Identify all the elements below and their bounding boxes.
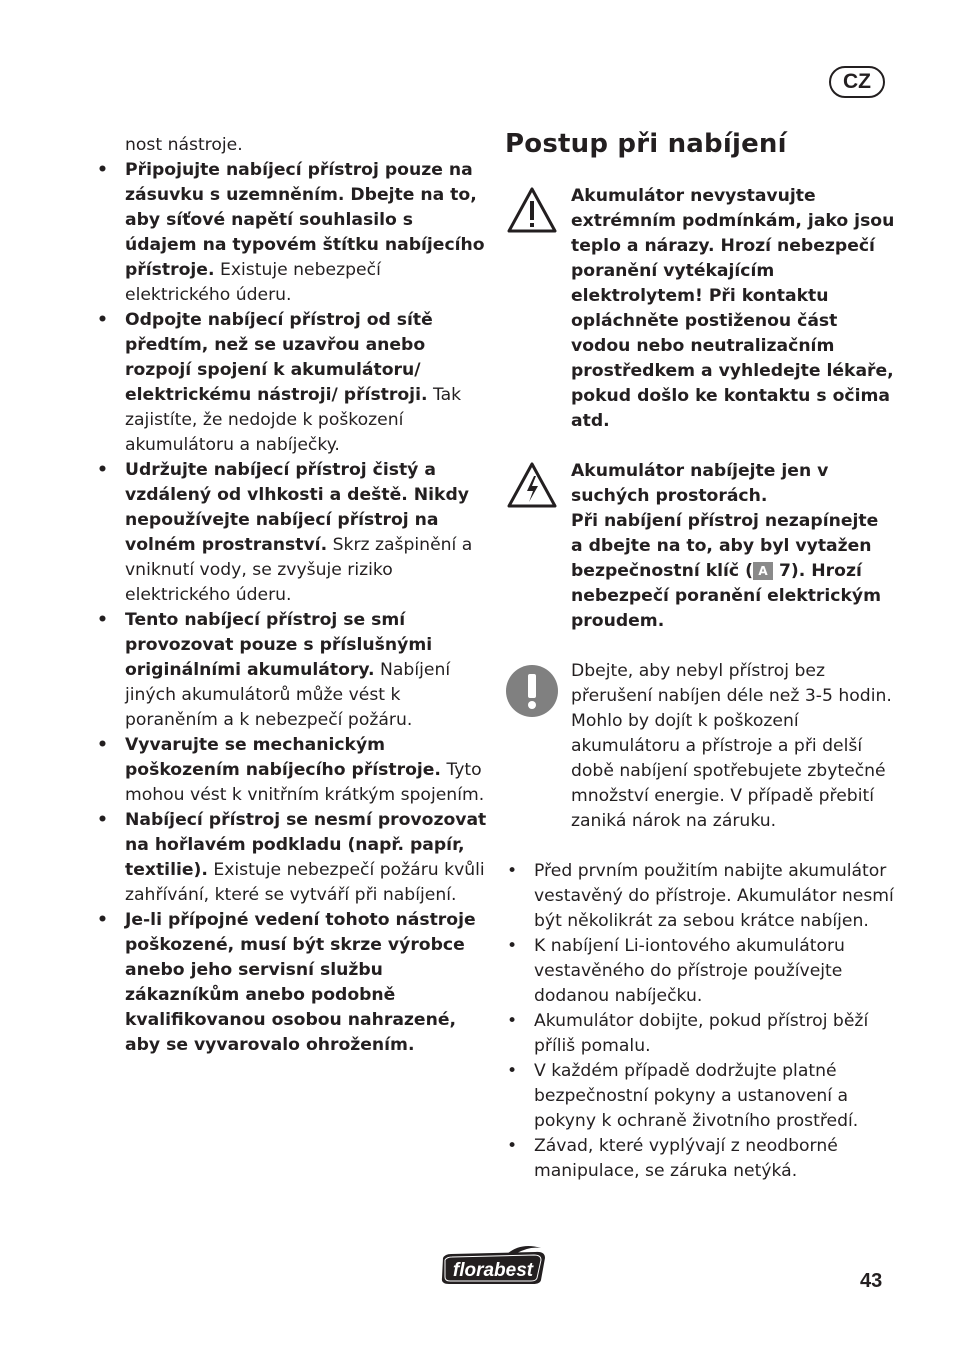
warning-line-2: Při nabíjení přístroj nezapínejte a dbejte na to, aby byl vytažen bezpečnostní klíč ( A 7). Hrozí nebezpečí poranění elektrickým proudem. xyxy=(571,511,882,631)
list-item-text: K nabíjení Li-iontového akumulátoru vestavěného do přístroje používejte dodanou nabíječku. xyxy=(534,936,845,1006)
bullet-text: Existuje nebezpečí elektrického úderu. xyxy=(125,260,381,305)
safety-bullet xyxy=(96,908,490,1058)
list-item xyxy=(505,1009,895,1059)
warning-triangle-icon xyxy=(505,184,559,238)
warning-line-2-text: Při nabíjení přístroj nezapínejte a dbejte na to, aby byl vytažen bezpečnostní klíč xyxy=(571,511,879,581)
list-item-text: V každém případě dodržujte platné bezpečnostní pokyny a ustanovení a pokyny k ochraně životního prostředí. xyxy=(534,1061,859,1131)
language-badge: CZ xyxy=(829,66,885,98)
list-item xyxy=(505,859,895,934)
bullet-text: Skrz zašpinění a vniknutí vody, se zvyšuje riziko elektrického úderu. xyxy=(125,535,473,605)
bullet-dot: • xyxy=(507,936,518,956)
bullet-text: Tyto mohou vést k vnitřním krátkým spojením. xyxy=(125,760,485,805)
bullet-dot: • xyxy=(97,910,108,930)
list-item xyxy=(505,1059,895,1134)
bullet-dot: • xyxy=(97,160,108,180)
list-item-text: Akumulátor dobijte, pokud přístroj běží příliš pomalu. xyxy=(534,1011,869,1056)
page-number: 43 xyxy=(860,1270,883,1292)
figure-ref-symbol: A xyxy=(753,562,773,580)
list-item-text: Závad, které vyplývají z neodborné manipulace, se záruka netýká. xyxy=(534,1136,838,1181)
warning-text xyxy=(571,459,895,634)
safety-bullet xyxy=(96,458,490,608)
section-heading: Postup při nabíjení xyxy=(505,129,787,159)
safety-bullet xyxy=(96,608,490,733)
warning-block-electric xyxy=(505,459,895,634)
list-item-text: Před prvním použitím nabijte akumulátor vestavěný do přístroje. Akumulátor nesmí být několikrát za sebou krátce nabíjen. xyxy=(534,861,894,931)
bullet-bold-text: Tento nabíjecí přístroj se smí provozovat pouze s příslušnými originálními akumulátory. xyxy=(125,610,433,680)
left-column xyxy=(96,133,490,1058)
logo-text: florabest xyxy=(452,1260,534,1281)
electric-hazard-icon xyxy=(505,459,559,513)
safety-bullet xyxy=(96,733,490,808)
list-item xyxy=(505,934,895,1009)
bullet-bold-text: Nabíjecí přístroj se nesmí provozovat na hořlavém podkladu (např. papír, textilie). xyxy=(125,810,487,880)
bullet-dot: • xyxy=(507,861,518,881)
warning-block-heat xyxy=(505,184,895,434)
bullet-dot: • xyxy=(97,310,108,330)
safety-bullet xyxy=(96,808,490,908)
bullet-bold-text: Udržujte nabíjecí přístroj čistý a vzdálený od vlhkosti a deště. Nikdy nepoužívejte nabíjecí přístroj na volném prostranství. xyxy=(125,460,469,555)
bullet-bold-text: Odpojte nabíjecí přístroj od sítě předtím, než se uzavřou anebo rozpojí spojení k akumulátoru/ elektrickému nástroji/ přístroji. xyxy=(125,310,433,405)
bullet-bold-text: Vyvarujte se mechanickým poškozením nabíjecího přístroje. xyxy=(125,735,441,780)
note-block xyxy=(505,659,895,834)
bullet-dot: • xyxy=(97,460,108,480)
bullet-dot: • xyxy=(507,1136,518,1156)
warning-line-1: Akumulátor nabíjejte jen v suchých prostorách. xyxy=(571,461,829,506)
list-item xyxy=(505,1134,895,1184)
safety-bullet xyxy=(96,308,490,458)
bullet-text: Existuje nebezpečí požáru kvůli zahřívání, které se vytváří při nabíjení. xyxy=(125,860,485,905)
bullet-bold-text: Je-li přípojné vedení tohoto nástroje poškozené, musí být skrze výrobce anebo jeho servisní službu zákazníkům anebo podobně kvalifikovanou osobou nahrazené, aby se vyvarovalo ohrožením. xyxy=(125,910,476,1055)
bullet-text: Nabíjení jiných akumulátorů může vést k poraněním a k nebezpečí požáru. xyxy=(125,660,451,730)
charging-bullets xyxy=(505,859,895,1184)
bullet-bold-text: Připojujte nabíjecí přístroj pouze na zásuvku s uzemněním. Dbejte na to, aby síťové napětí souhlasilo s údajem na typovém štítku nabíjecího přístroje. xyxy=(125,160,485,280)
warning-ref-tail: 7). Hrozí nebezpečí poranění elektrickým proudem. xyxy=(571,561,882,631)
bullet-dot: • xyxy=(97,610,108,630)
bullet-text: Tak zajistíte, že nedojde k poškození akumulátoru a nabíječky. xyxy=(125,385,462,455)
bullet-dot: • xyxy=(507,1011,518,1031)
exclamation-circle-icon xyxy=(505,664,559,718)
note-text: Dbejte, aby nebyl přístroj bez přerušení nabíjen déle než 3-5 hodin. Mohlo by dojít k poškození akumulátoru a přístroje a při delší době nabíjení spotřebujete zbytečné množství energie. V případě přebití zaniká nárok na záruku. xyxy=(571,661,892,831)
intro-tail: nost nástroje. xyxy=(125,135,243,155)
safety-bullet xyxy=(96,158,490,308)
bullet-dot: • xyxy=(507,1061,518,1081)
right-column xyxy=(505,126,895,162)
florabest-logo xyxy=(437,1244,551,1289)
bullet-dot: • xyxy=(97,735,108,755)
bullet-dot: • xyxy=(97,810,108,830)
warning-text: Akumulátor nevystavujte extrémním podmínkám, jako jsou teplo a nárazy. Hrozí nebezpečí poranění vytékajícím elektrolytem! Při kontaktu opláchněte postiženou část vodou nebo neutralizačním prostředkem a vyhledejte lékaře, pokud došlo ke kontaktu s očima atd. xyxy=(571,186,895,431)
